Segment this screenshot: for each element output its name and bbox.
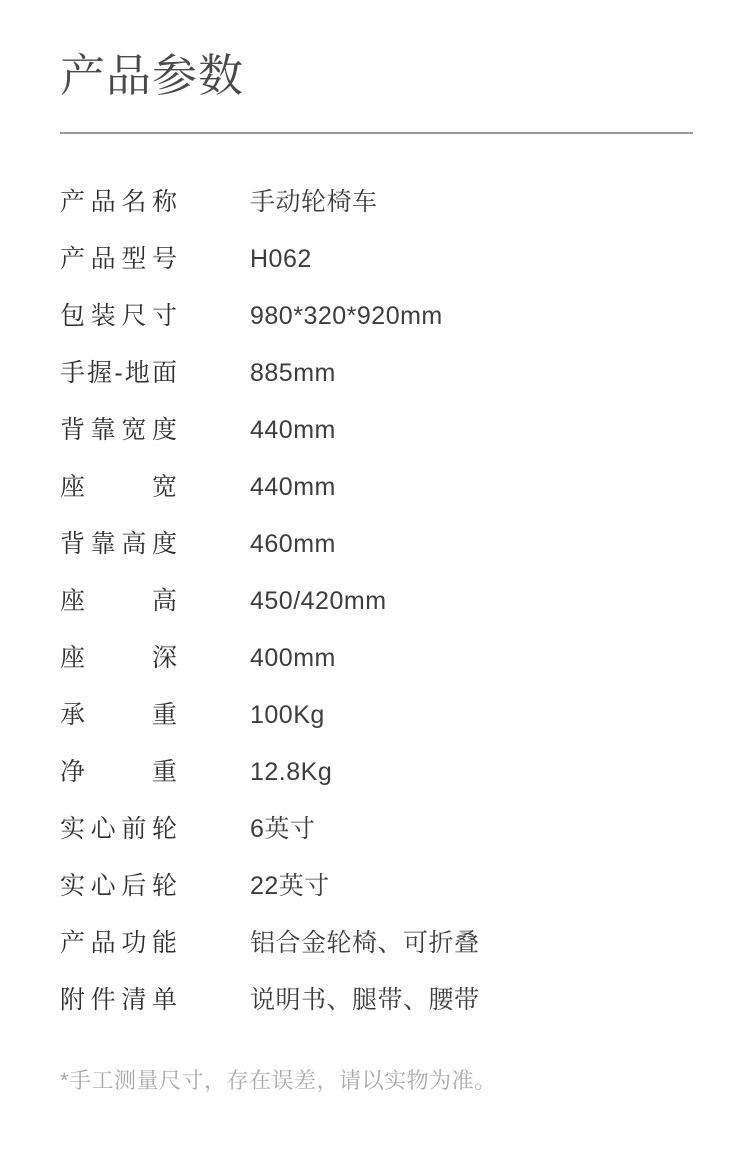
spec-label: 产 品 功 能 — [60, 929, 177, 957]
spec-label: 座 高 — [60, 587, 177, 615]
spec-value: 22英寸 — [250, 872, 330, 900]
spec-label: 产 品 名 称 — [60, 188, 177, 216]
spec-row — [60, 760, 693, 785]
spec-label: 承 重 — [60, 701, 177, 729]
spec-row — [60, 817, 693, 842]
measurement-disclaimer: *手工测量尺寸，存在误差，请以实物为准。 — [60, 1068, 497, 1093]
spec-label: 附 件 清 单 — [60, 986, 177, 1014]
spec-value: 440mm — [250, 473, 336, 501]
spec-value: 说明书、腿带、腰带 — [250, 986, 480, 1014]
spec-value: 885mm — [250, 359, 336, 387]
spec-value: 12.8Kg — [250, 758, 333, 786]
spec-row — [60, 361, 693, 386]
spec-row — [60, 475, 693, 500]
spec-label: 背 靠 高 度 — [60, 530, 177, 558]
spec-label: 产 品 型 号 — [60, 245, 177, 273]
spec-row — [60, 931, 693, 956]
spec-value: 460mm — [250, 530, 336, 558]
spec-row — [60, 646, 693, 671]
spec-row — [60, 703, 693, 728]
spec-value: 100Kg — [250, 701, 325, 729]
spec-label: 座 深 — [60, 644, 177, 672]
spec-row — [60, 247, 693, 272]
spec-label: 净 重 — [60, 758, 177, 786]
spec-value: 440mm — [250, 416, 336, 444]
spec-value: 400mm — [250, 644, 336, 672]
spec-value: 手动轮椅车 — [250, 188, 378, 216]
title-divider — [60, 132, 693, 134]
spec-value: 6英寸 — [250, 815, 316, 843]
spec-value: 980*320*920mm — [250, 302, 443, 330]
spec-row — [60, 532, 693, 557]
spec-row — [60, 874, 693, 899]
spec-label: 手 握 - 地 面 — [60, 359, 177, 387]
spec-value: H062 — [250, 245, 312, 273]
spec-row — [60, 190, 693, 215]
spec-value: 450/420mm — [250, 587, 387, 615]
spec-label: 包 装 尺 寸 — [60, 302, 177, 330]
spec-label: 实 心 前 轮 — [60, 815, 177, 843]
spec-label: 背 靠 宽 度 — [60, 416, 177, 444]
spec-value: 铝合金轮椅、可折叠 — [250, 929, 480, 957]
page-title: 产品参数 — [60, 50, 245, 101]
spec-row — [60, 589, 693, 614]
spec-row — [60, 988, 693, 1013]
spec-row — [60, 304, 693, 329]
spec-table — [60, 190, 693, 1013]
spec-row — [60, 418, 693, 443]
spec-label: 座 宽 — [60, 473, 177, 501]
spec-label: 实 心 后 轮 — [60, 872, 177, 900]
